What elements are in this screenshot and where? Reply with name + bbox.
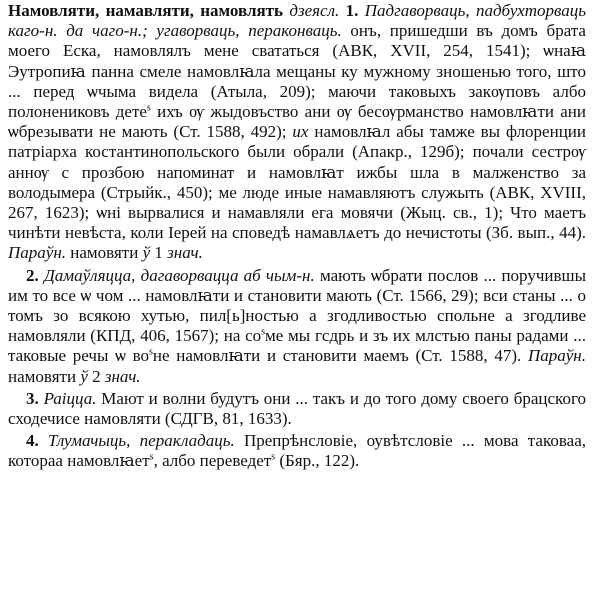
italic-text: ў bbox=[142, 243, 151, 263]
bold-text: 1. bbox=[345, 1, 359, 20]
body-text: намовлꙗл абы тамже вы флоренции патріарха костантинопольского были обрали (Апакр., 129б); почали сестрѹ аннѹ с прозбою напоминат и намовлꙗт ижбы шла в малженство за володымера (Стрыйк., 450); ме люде иные намавляютъ служыть (АВК, XVIII, 267, 1623); ѡні вырвалися и намавляли ега мовячи (Жыц. св., 1); Что маетъ чинѣти невѣста, коли Іерей на споведѣ намавлѧетъ до нечистоты (Зб. вып., 44). bbox=[8, 122, 586, 243]
italic-text: Раіцца. bbox=[43, 388, 97, 408]
body-text: 1 bbox=[150, 243, 168, 263]
body-text: онъ, пришедши въ домъ брата моего Еска, намовлялъ мене свататься (АВК, XVII, 254, 1541); ѡнаꙗ Эутропиꙗ панна смеле намовлꙗла мещаны ку мужному зношенью того, што ... перед ѡчыма видела (Атыла, 209); маючи таковыхъ закѹповъ албо полонениковъ дете bbox=[8, 21, 586, 122]
bold-text: 2. bbox=[26, 265, 39, 285]
body-text: (Бяр., 122). bbox=[275, 451, 360, 471]
body-text: намовяти bbox=[66, 243, 143, 263]
italic-text: Тлумачыць, перакладаць. bbox=[48, 431, 235, 451]
italic-text: Дамаўляцца, дагаворвацца аб чым-н. bbox=[43, 265, 315, 285]
superscript-mark: s bbox=[261, 326, 266, 338]
body-text: Препрѣнсловіе, оувѣтсловіе ... мова таковаа, котораа намовлꙗет bbox=[8, 431, 586, 471]
superscript-mark: s bbox=[149, 346, 153, 358]
italic-text: Параўн. bbox=[527, 346, 586, 366]
italic-text: Параўн. bbox=[8, 243, 67, 263]
bold-text: 4. bbox=[26, 431, 39, 451]
body-text: не намовлꙗти и становити маемъ (Ст. 1588, 47). bbox=[152, 346, 528, 366]
italic-text: ў bbox=[80, 366, 88, 386]
italic-text: знач. bbox=[104, 366, 141, 386]
body-text: 2 bbox=[87, 366, 105, 386]
bold-text: Намовляти, намавляти, намовлять bbox=[8, 1, 284, 20]
bold-text: 3. bbox=[26, 388, 39, 408]
entry-sense-3 bbox=[8, 389, 586, 429]
body-text: Мают и волни будутъ они ... такъ и до того дому своего брацского сходечисе намовляти (СДГВ, 81, 1633). bbox=[8, 388, 587, 429]
body-text: ме мы гсдрь и зъ их млстью паны радами ... таковые речы ѡ во bbox=[8, 326, 586, 366]
italic-text: дзеясл. bbox=[289, 1, 340, 20]
entry-sense-1 bbox=[8, 1, 586, 264]
superscript-mark: s bbox=[149, 451, 154, 463]
entry-sense-2 bbox=[8, 266, 586, 387]
body-text: мають ѡбрати послов ... поручившы им то все ѡ чом ... намовлꙗти и становити мають (Ст. 1566, 29); вси станы ... о томъ зо всякою хутью, пил[ь]ностью а згодливостью спольне а згодливе намовляли (КПД, 406, 1567); на со bbox=[8, 265, 587, 346]
body-text: ихъ ѹ жыдовъство ани ѹ бесѹрманство намовлꙗти ани ѡбрезывати не мають (Ст. 1588, 492); bbox=[8, 102, 586, 142]
body-text bbox=[39, 431, 48, 450]
italic-text: знач. bbox=[167, 243, 203, 263]
entry-sense-4 bbox=[8, 431, 586, 471]
body-text: намовяти bbox=[8, 366, 81, 386]
body-text: , албо переведет bbox=[153, 451, 272, 471]
superscript-mark: s bbox=[271, 451, 276, 463]
superscript-mark: s bbox=[146, 102, 151, 114]
italic-text: их bbox=[292, 122, 309, 142]
italic-text: Падгаворваць, падбухторваць каго-н. да чаго-н.; угаворваць, пераконваць. bbox=[8, 1, 587, 41]
